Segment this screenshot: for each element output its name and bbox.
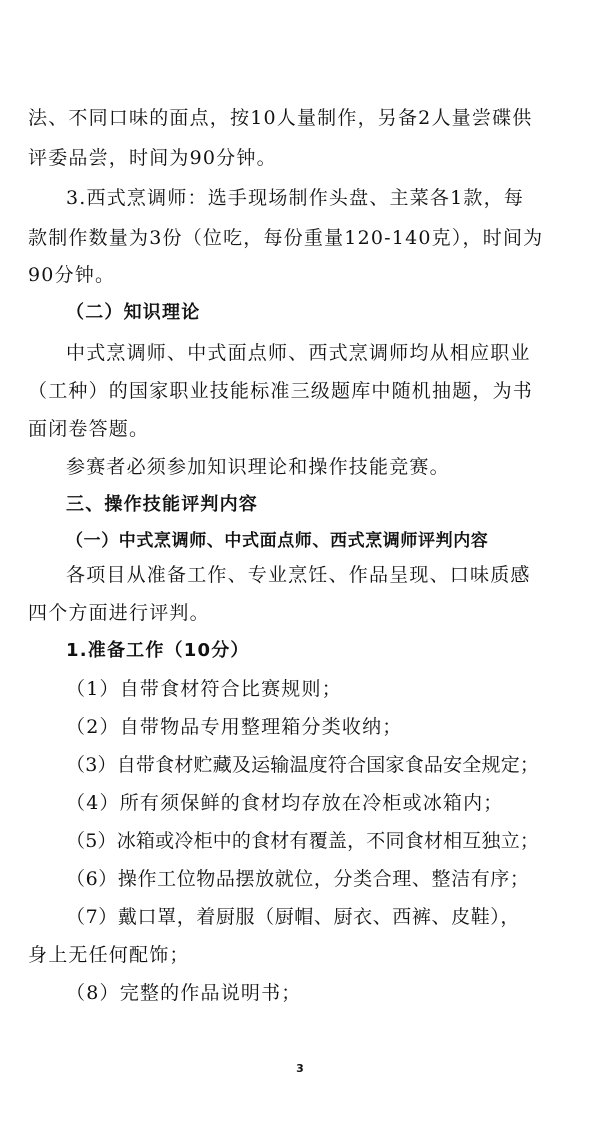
list-item: （6）操作工位物品摆放就位，分类合理、整洁有序； [66, 868, 530, 890]
body-line: 评委品尝，时间为90分钟。 [28, 147, 277, 169]
list-item: （7）戴口罩，着厨服（厨帽、厨衣、西裤、皮鞋）， [66, 906, 520, 928]
body-line: 各项目从准备工作、专业烹饪、作品呈现、口味质感 [66, 564, 531, 586]
section-subheading: （二）知识理论 [66, 302, 201, 323]
list-item: （8）完整的作品说明书； [66, 982, 302, 1004]
body-line: 参赛者必须参加知识理论和操作技能竞赛。 [66, 456, 450, 478]
list-item-continuation: 身上无任何配饰； [28, 944, 190, 966]
body-line: 法、不同口味的面点，按10人量制作，另备2人量尝碟供 [28, 107, 533, 129]
body-line: 90分钟。 [28, 264, 116, 286]
body-line: 面闭卷答题。 [28, 418, 150, 440]
list-item: （3）自带食材贮藏及运输温度符合国家食品安全规定； [66, 754, 540, 776]
list-item: （4）所有须保鲜的食材均存放在冷柜或冰箱内； [66, 792, 504, 814]
body-line: 3.西式烹调师：选手现场制作头盘、主菜各1款，每 [66, 187, 525, 209]
page-number: 3 [296, 1062, 304, 1075]
item-heading: 1.准备工作（10分） [66, 640, 250, 661]
list-item: （2）自带物品专用整理箱分类收纳； [66, 716, 403, 738]
body-line: （工种）的国家职业技能标准三级题库中随机抽题，为书 [28, 380, 534, 402]
body-line: 四个方面进行评判。 [28, 602, 210, 624]
list-item: （5）冰箱或冷柜中的食材有覆盖，不同食材相互独立； [66, 830, 540, 852]
section-heading: 三、操作技能评判内容 [66, 494, 258, 515]
section-subheading: （一）中式烹调师、中式面点师、西式烹调师评判内容 [66, 531, 489, 551]
list-item: （1）自带食材符合比赛规则； [66, 678, 342, 700]
body-line: 款制作数量为3份（位吃，每份重量120-140克），时间为 [28, 227, 544, 249]
body-line: 中式烹调师、中式面点师、西式烹调师均从相应职业 [66, 342, 531, 364]
